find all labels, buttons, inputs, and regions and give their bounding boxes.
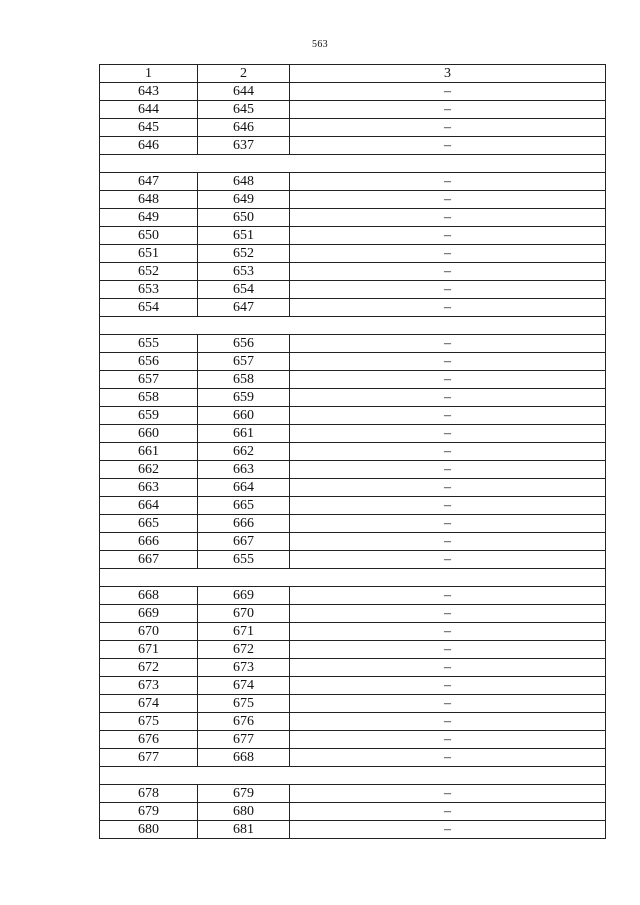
table-cell-col-3: –: [290, 281, 606, 299]
table-row: [100, 461, 606, 479]
table-row: [100, 533, 606, 551]
table-cell-col-3: –: [290, 119, 606, 137]
table-row: [100, 101, 606, 119]
table-row: [100, 335, 606, 353]
table-cell-col-3: –: [290, 695, 606, 713]
table-cell-col-1: 657: [100, 371, 198, 389]
table-cell-col-2: 654: [198, 281, 290, 299]
table-cell-col-2: 670: [198, 605, 290, 623]
table-row: [100, 677, 606, 695]
table-cell-col-2: 647: [198, 299, 290, 317]
table-row: [100, 443, 606, 461]
table-cell-col-1: 674: [100, 695, 198, 713]
table-cell-col-3: –: [290, 461, 606, 479]
table-cell-col-1: 679: [100, 803, 198, 821]
table-cell-col-2: 652: [198, 245, 290, 263]
table-cell-col-1: 668: [100, 587, 198, 605]
table-cell-col-3: –: [290, 263, 606, 281]
table-cell-col-2: 669: [198, 587, 290, 605]
table-cell-col-3: –: [290, 101, 606, 119]
table-cell-col-3: –: [290, 533, 606, 551]
table-cell-col-1: 663: [100, 479, 198, 497]
table-cell-col-2: 676: [198, 713, 290, 731]
table-row: [100, 425, 606, 443]
table-cell-col-2: 655: [198, 551, 290, 569]
table-row: [100, 119, 606, 137]
table-row: [100, 173, 606, 191]
table-cell-col-2: 672: [198, 641, 290, 659]
table-row: [100, 587, 606, 605]
separator-cell: [100, 569, 606, 587]
table-cell-col-1: 672: [100, 659, 198, 677]
table-cell-col-1: 660: [100, 425, 198, 443]
table-cell-col-3: –: [290, 425, 606, 443]
table-row: [100, 803, 606, 821]
table-cell-col-2: 680: [198, 803, 290, 821]
group-separator-row: [100, 317, 606, 335]
table-cell-col-1: 659: [100, 407, 198, 425]
group-separator-row: [100, 767, 606, 785]
table-row: [100, 83, 606, 101]
table-cell-col-3: –: [290, 227, 606, 245]
table-row: [100, 263, 606, 281]
table-row: [100, 479, 606, 497]
table-cell-col-3: –: [290, 587, 606, 605]
table-cell-col-3: –: [290, 623, 606, 641]
table-cell-col-3: –: [290, 137, 606, 155]
table-cell-col-1: 653: [100, 281, 198, 299]
table-cell-col-2: 663: [198, 461, 290, 479]
table-cell-col-1: 646: [100, 137, 198, 155]
table-cell-col-2: 668: [198, 749, 290, 767]
header-cell-col-2: 2: [198, 65, 290, 83]
table-cell-col-1: 670: [100, 623, 198, 641]
table-cell-col-3: –: [290, 515, 606, 533]
table-cell-col-2: 665: [198, 497, 290, 515]
table-cell-col-3: –: [290, 803, 606, 821]
table-cell-col-3: –: [290, 299, 606, 317]
table-row: [100, 785, 606, 803]
table-cell-col-2: 648: [198, 173, 290, 191]
separator-cell: [100, 317, 606, 335]
table-row: [100, 497, 606, 515]
table-cell-col-2: 677: [198, 731, 290, 749]
table-cell-col-3: –: [290, 785, 606, 803]
group-separator-row: [100, 155, 606, 173]
separator-cell: [100, 155, 606, 173]
table-cell-col-2: 666: [198, 515, 290, 533]
table-row: [100, 659, 606, 677]
table-cell-col-2: 675: [198, 695, 290, 713]
table-cell-col-1: 643: [100, 83, 198, 101]
table-cell-col-3: –: [290, 353, 606, 371]
table-cell-col-3: –: [290, 443, 606, 461]
table-cell-col-1: 652: [100, 263, 198, 281]
table-cell-col-2: 671: [198, 623, 290, 641]
table-cell-col-1: 664: [100, 497, 198, 515]
data-table: [99, 64, 606, 839]
table-body: [100, 65, 606, 839]
table-cell-col-1: 669: [100, 605, 198, 623]
table-cell-col-3: –: [290, 335, 606, 353]
table-cell-col-3: –: [290, 605, 606, 623]
table-cell-col-2: 658: [198, 371, 290, 389]
group-separator-row: [100, 569, 606, 587]
table-cell-col-2: 661: [198, 425, 290, 443]
table-row: [100, 353, 606, 371]
table-row: [100, 749, 606, 767]
table-cell-col-2: 653: [198, 263, 290, 281]
table-cell-col-1: 654: [100, 299, 198, 317]
table-cell-col-3: –: [290, 821, 606, 839]
table-cell-col-1: 662: [100, 461, 198, 479]
table-cell-col-2: 650: [198, 209, 290, 227]
table-row: [100, 389, 606, 407]
table-row: [100, 245, 606, 263]
table-header-row: [100, 65, 606, 83]
table-row: [100, 299, 606, 317]
table-cell-col-1: 661: [100, 443, 198, 461]
table-cell-col-1: 671: [100, 641, 198, 659]
table-row: [100, 641, 606, 659]
table-row: [100, 551, 606, 569]
table-cell-col-3: –: [290, 749, 606, 767]
table-row: [100, 731, 606, 749]
table-cell-col-1: 677: [100, 749, 198, 767]
table-cell-col-3: –: [290, 479, 606, 497]
table-row: [100, 407, 606, 425]
table-cell-col-2: 660: [198, 407, 290, 425]
table-row: [100, 209, 606, 227]
table-row: [100, 821, 606, 839]
table-cell-col-3: –: [290, 191, 606, 209]
header-cell-col-1: 1: [100, 65, 198, 83]
table-cell-col-2: 656: [198, 335, 290, 353]
table-cell-col-3: –: [290, 497, 606, 515]
table-row: [100, 713, 606, 731]
table-row: [100, 227, 606, 245]
table-cell-col-3: –: [290, 173, 606, 191]
table-cell-col-3: –: [290, 659, 606, 677]
table-row: [100, 515, 606, 533]
table-cell-col-2: 662: [198, 443, 290, 461]
table-cell-col-1: 645: [100, 119, 198, 137]
table-row: [100, 695, 606, 713]
table-cell-col-2: 646: [198, 119, 290, 137]
table-cell-col-3: –: [290, 245, 606, 263]
table-cell-col-1: 678: [100, 785, 198, 803]
table-row: [100, 281, 606, 299]
table-cell-col-2: 674: [198, 677, 290, 695]
table-row: [100, 371, 606, 389]
table-cell-col-3: –: [290, 641, 606, 659]
header-cell-col-3: 3: [290, 65, 606, 83]
table-cell-col-1: 650: [100, 227, 198, 245]
table-cell-col-1: 655: [100, 335, 198, 353]
table-cell-col-3: –: [290, 713, 606, 731]
page-number: 563: [312, 39, 328, 50]
table-cell-col-1: 649: [100, 209, 198, 227]
table-cell-col-2: 645: [198, 101, 290, 119]
table-cell-col-2: 659: [198, 389, 290, 407]
table-cell-col-2: 673: [198, 659, 290, 677]
table-row: [100, 605, 606, 623]
table-cell-col-3: –: [290, 209, 606, 227]
table-row: [100, 191, 606, 209]
table-cell-col-2: 657: [198, 353, 290, 371]
table-cell-col-2: 681: [198, 821, 290, 839]
table-cell-col-3: –: [290, 389, 606, 407]
table-cell-col-1: 656: [100, 353, 198, 371]
table-cell-col-1: 644: [100, 101, 198, 119]
table-cell-col-1: 647: [100, 173, 198, 191]
separator-cell: [100, 767, 606, 785]
table-cell-col-1: 651: [100, 245, 198, 263]
table-cell-col-1: 675: [100, 713, 198, 731]
table-cell-col-2: 679: [198, 785, 290, 803]
table-cell-col-3: –: [290, 551, 606, 569]
table-cell-col-2: 649: [198, 191, 290, 209]
table-cell-col-2: 637: [198, 137, 290, 155]
table-cell-col-1: 666: [100, 533, 198, 551]
table-cell-col-1: 665: [100, 515, 198, 533]
table-cell-col-2: 651: [198, 227, 290, 245]
table-cell-col-3: –: [290, 731, 606, 749]
table-cell-col-1: 673: [100, 677, 198, 695]
table-cell-col-3: –: [290, 83, 606, 101]
table-row: [100, 623, 606, 641]
table-cell-col-1: 667: [100, 551, 198, 569]
table-cell-col-2: 664: [198, 479, 290, 497]
table-cell-col-3: –: [290, 371, 606, 389]
table-row: [100, 137, 606, 155]
table-cell-col-3: –: [290, 407, 606, 425]
table-cell-col-1: 648: [100, 191, 198, 209]
table-cell-col-1: 680: [100, 821, 198, 839]
table-cell-col-2: 667: [198, 533, 290, 551]
table-cell-col-3: –: [290, 677, 606, 695]
table-cell-col-1: 676: [100, 731, 198, 749]
table-cell-col-2: 644: [198, 83, 290, 101]
table-cell-col-1: 658: [100, 389, 198, 407]
